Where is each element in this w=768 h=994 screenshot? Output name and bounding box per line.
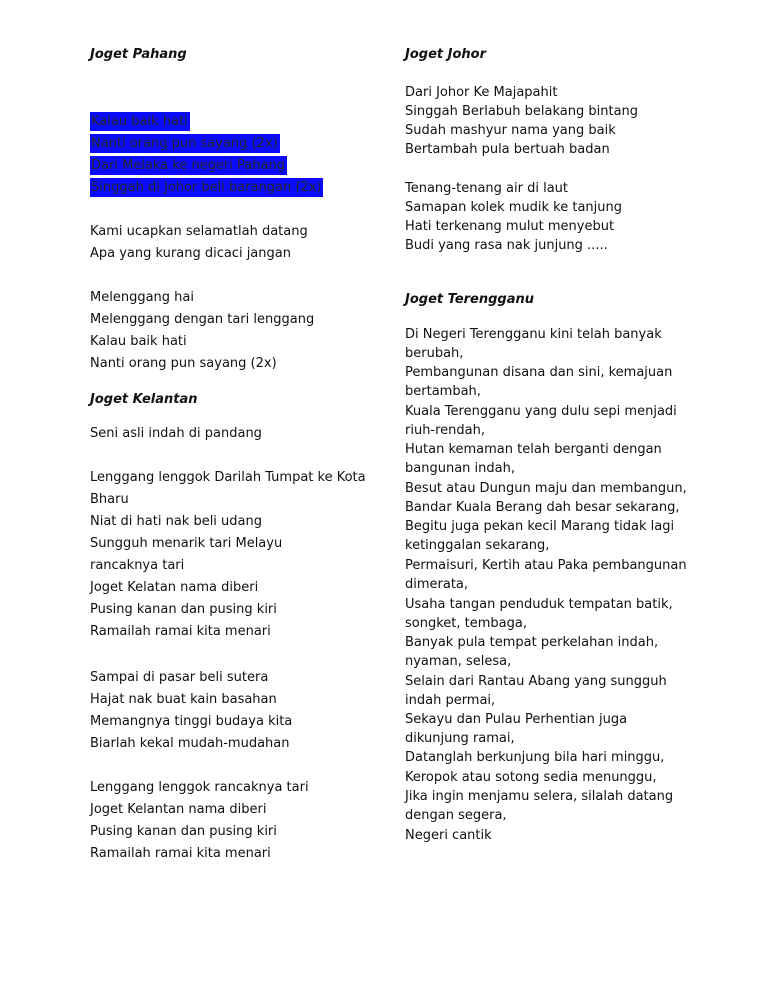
lyric-line: dimerata, (405, 577, 469, 592)
lyric-line: dengan segera, (405, 808, 507, 823)
lyric-line: Jika ingin menjamu selera, silalah datang (405, 789, 674, 804)
lyric-line: Joget Kelatan nama diberi (90, 580, 259, 595)
joget-terengganu-title: Joget Terengganu (405, 292, 535, 307)
lyric-line: Niat di hati nak beli udang (90, 514, 262, 529)
lyric-line: Hajat nak buat kain basahan (90, 692, 277, 707)
lyric-line: Lenggang lenggok Darilah Tumpat ke Kota (90, 470, 366, 485)
highlighted-line: Kalau baik hati (91, 114, 188, 129)
lyric-line: Bertambah pula bertuah badan (405, 142, 610, 157)
lyric-line: Ramailah ramai kita menari (90, 846, 271, 861)
lyric-line: Budi yang rasa nak junjung ..... (405, 238, 608, 253)
lyric-line: songket, tembaga, (405, 616, 527, 631)
lyric-line: Besut atau Dungun maju dan membangun, (405, 481, 687, 496)
lyric-line: Sudah mashyur nama yang baik (405, 123, 616, 138)
lyric-line: Kalau baik hati (90, 334, 187, 349)
lyric-line: Pembangunan disana dan sini, kemajuan (405, 365, 673, 380)
lyric-line: Singgah Berlabuh belakang bintang (405, 104, 639, 119)
lyric-line: Melenggang hai (90, 290, 194, 305)
lyric-line: Sungguh menarik tari Melayu (90, 536, 283, 551)
lyric-line: bangunan indah, (405, 461, 515, 476)
lyric-line: Pusing kanan dan pusing kiri (90, 602, 277, 617)
lyric-line: Biarlah kekal mudah-mudahan (90, 736, 290, 751)
lyric-line: Bandar Kuala Berang dah besar sekarang, (405, 500, 680, 515)
lyric-line: Ramailah ramai kita menari (90, 624, 271, 639)
lyric-line: bertambah, (405, 384, 481, 399)
lyric-line: Pusing kanan dan pusing kiri (90, 824, 277, 839)
lyric-line: dikunjung ramai, (405, 731, 515, 746)
lyric-line: Datanglah berkunjung bila hari minggu, (405, 750, 665, 765)
lyric-line: Apa yang kurang dicaci jangan (90, 246, 291, 261)
lyric-line: Usaha tangan penduduk tempatan batik, (405, 597, 673, 612)
lyric-line: Bharu (90, 492, 129, 507)
lyric-line: Joget Kelantan nama diberi (90, 802, 267, 817)
lyric-line: Lenggang lenggok rancaknya tari (90, 780, 309, 795)
highlighted-line: Dari Melaka ke negeri Pahang (91, 158, 285, 173)
lyric-line: ketinggalan sekarang, (405, 538, 550, 553)
lyric-line: rancaknya tari (90, 558, 185, 573)
lyric-line: Dari Johor Ke Majapahit (405, 85, 558, 100)
lyric-line: Selain dari Rantau Abang yang sungguh (405, 674, 667, 689)
lyric-line: Sekayu dan Pulau Perhentian juga (405, 712, 628, 727)
lyric-line: Hutan kemaman telah berganti dengan (405, 442, 662, 457)
lyric-line: Melenggang dengan tari lenggang (90, 312, 315, 327)
lyric-line: Negeri cantik (405, 828, 492, 843)
lyric-line: Keropok atau sotong sedia menunggu, (405, 770, 657, 785)
lyric-line: Seni asli indah di pandang (90, 426, 262, 441)
lyric-line: Banyak pula tempat perkelahan indah, (405, 635, 659, 650)
lyric-line: Kuala Terengganu yang dulu sepi menjadi (405, 404, 677, 419)
lyric-line: Hati terkenang mulut menyebut (405, 219, 615, 234)
lyric-line: Permaisuri, Kertih atau Paka pembangunan (405, 558, 687, 573)
lyric-line: berubah, (405, 346, 464, 361)
lyric-line: indah permai, (405, 693, 496, 708)
lyric-line: nyaman, selesa, (405, 654, 512, 669)
highlighted-line: Nanti orang pun sayang (2x) (91, 136, 278, 151)
lyric-line: Kami ucapkan selamatlah datang (90, 224, 308, 239)
lyric-line: Memangnya tinggi budaya kita (90, 714, 293, 729)
joget-pahang-title: Joget Pahang (90, 47, 187, 62)
lyric-line: riuh-rendah, (405, 423, 486, 438)
joget-kelantan-title: Joget Kelantan (90, 392, 198, 407)
lyric-line: Tenang-tenang air di laut (405, 181, 569, 196)
lyric-line: Sampai di pasar beli sutera (90, 670, 269, 685)
lyric-line: Di Negeri Terengganu kini telah banyak (405, 327, 662, 342)
highlighted-line: Singgah di Johor beli barangan (2x) (91, 180, 322, 195)
lyric-line: Nanti orang pun sayang (2x) (90, 356, 277, 371)
lyric-line: Samapan kolek mudik ke tanjung (405, 200, 622, 215)
joget-johor-title: Joget Johor (405, 47, 486, 62)
lyric-line: Begitu juga pekan kecil Marang tidak lagi (405, 519, 675, 534)
